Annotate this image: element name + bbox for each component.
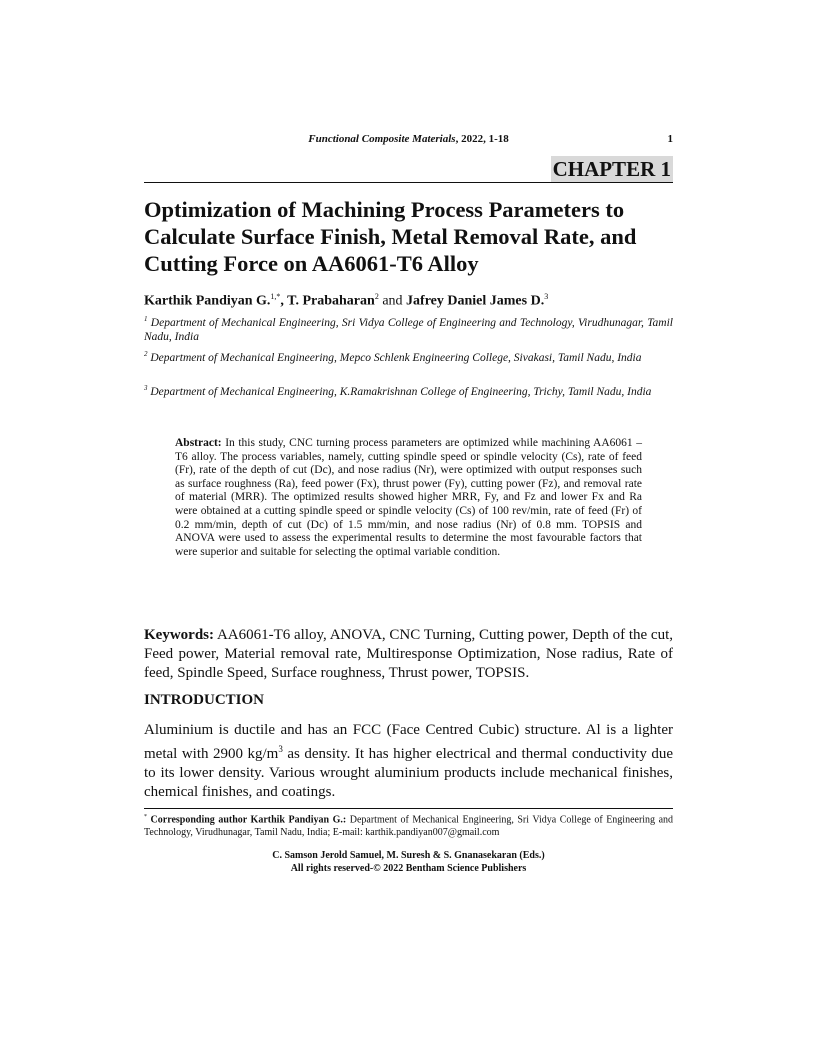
footnote-rule: [144, 808, 673, 809]
author-conjunction: and: [378, 293, 407, 309]
affiliation-number: 3: [144, 384, 148, 392]
paragraph-text: Aluminium is ductile and has an FCC (Face Centred Cubic) structure. Al is a lighter metal with 2900 kg/m: [144, 722, 673, 762]
editors-line: C. Samson Jerold Samuel, M. Suresh & S. Gnanasekaran (Eds.): [272, 850, 545, 861]
affiliation-text: Department of Mechanical Engineering, K.Ramakrishnan College of Engineering, Trichy, Tamil Nadu, India: [150, 385, 652, 398]
author-name: Karthik Pandiyan G.: [144, 293, 271, 309]
affiliation: [144, 381, 673, 399]
chapter-label: CHAPTER 1: [552, 157, 671, 181]
abstract: [175, 437, 642, 559]
affiliation: [144, 312, 673, 344]
affiliation-text: Department of Mechanical Engineering, Sri Vidya College of Engineering and Technology, Virudhunagar, Tamil Nadu, India: [144, 316, 673, 343]
footnote-label: Corresponding author Karthik Pandiyan G.:: [150, 814, 347, 826]
paper-title: Optimization of Machining Process Parameters to Calculate Surface Finish, Metal Removal Rate, and Cutting Force on AA6061-T6 Alloy: [144, 197, 637, 276]
journal-year-pages: , 2022, 1-18: [455, 133, 509, 145]
rights-line: All rights reserved-© 2022 Bentham Science Publishers: [290, 862, 527, 874]
keywords-label: Keywords:: [144, 627, 214, 643]
author-affil-marker: 1,*: [270, 292, 281, 301]
author-name: T. Prabaharan: [287, 293, 375, 309]
footnote-corresponding-author: [144, 811, 673, 839]
footnote-marker: *: [144, 814, 147, 820]
superscript: 3: [278, 744, 283, 754]
footnote-text: Department of Mechanical Engineering, Sri Vidya College of Engineering and Technology, Virudhunagar, Tamil Nadu, India; E-mail: karthik.pandiyan007@gmail.com: [144, 814, 674, 838]
journal-name: Functional Composite Materials: [308, 133, 456, 145]
journal-citation: [144, 133, 673, 145]
section-heading-introduction: INTRODUCTION: [144, 692, 265, 708]
affiliation-number: 2: [144, 350, 148, 358]
paragraph-text: as density. It has higher electrical and thermal conductivity due to its lower density. Various wrought aluminium products include mechanical finishes, chemical finishes, and coatings.: [144, 746, 673, 800]
keywords: [144, 626, 673, 683]
keywords-text: AA6061-T6 alloy, ANOVA, CNC Turning, Cutting power, Depth of the cut, Feed power, Material removal rate, Multiresponse Optimization, Nose radius, Rate of feed, Spindle Speed, Surface roughness, Thrust power, TOPSIS.: [144, 627, 673, 681]
header-rule: [144, 182, 673, 183]
affiliation-number: 1: [144, 315, 148, 323]
affiliation-text: Department of Mechanical Engineering, Mepco Schlenk Engineering College, Sivakasi, Tamil Nadu, India: [150, 351, 642, 364]
affiliation: [144, 347, 673, 365]
author-separator: ,: [280, 293, 288, 309]
running-head: [144, 133, 673, 149]
page-number: 1: [667, 133, 673, 145]
author-list: [144, 287, 673, 312]
publisher-info: [144, 850, 673, 875]
author-affil-marker: 2: [374, 292, 379, 301]
abstract-label: Abstract:: [175, 437, 222, 449]
introduction-paragraph: [144, 721, 673, 802]
author-affil-marker: 3: [544, 292, 549, 301]
author-name: Jafrey Daniel James D.: [406, 293, 545, 309]
abstract-text: In this study, CNC turning process parameters are optimized while machining AA6061 – T6 alloy. The process variables, namely, cutting spindle speed or spindle velocity (Cs), rate of feed (Fr), rate of the depth of cut (Dc), and nose radius (Nr), were optimized with output responses such as surface roughness (Ra), feed power (Fx), thrust power (Fy), cutting power (Fz), and removal rate of material (MRR). The optimized results showed higher MRR, Fy, and Fz and lower Fx and Ra were obtained at a cutting spindle speed or spindle velocity (Cs) of 100 rev/min, rate of feed (Fr) of 0.2 mm/min, depth of cut (Dc) of 1.5 mm/min, and nose radius (Nr) of 0.8 mm. TOPSIS and ANOVA were used to assess the experimental results to determine the most favourable factors that were superior and suitable for selecting the optimal variable condition.: [175, 437, 642, 558]
